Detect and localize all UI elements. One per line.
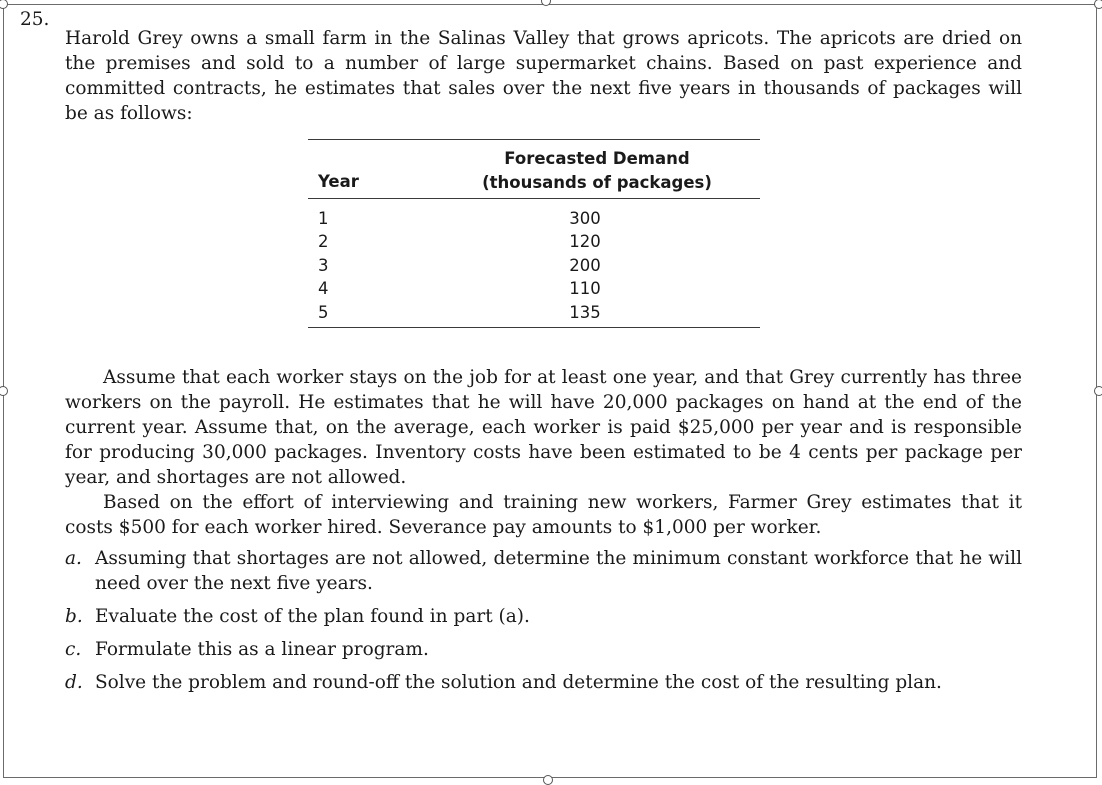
table-bottom-rule xyxy=(308,327,760,328)
question-text: Formulate this as a linear program. xyxy=(95,639,429,660)
table-row xyxy=(308,207,760,230)
table-body xyxy=(308,199,760,327)
table-row xyxy=(308,301,760,324)
question-b xyxy=(65,604,1022,629)
demand-cell: 300 xyxy=(569,209,601,228)
header-demand-line2: (thousands of packages) xyxy=(482,173,712,192)
demand-table xyxy=(308,139,760,328)
resize-handle-top-right[interactable] xyxy=(1094,0,1102,9)
table-row xyxy=(308,277,760,300)
header-demand xyxy=(452,147,742,195)
problem-intro xyxy=(20,7,1022,144)
question-text: Assuming that shortages are not allowed, determine the minimum constant workforce that he will need over the next five years. xyxy=(95,548,1022,594)
year-cell: 1 xyxy=(318,209,329,228)
problem-intro-text: Harold Grey owns a small farm in the Salinas Valley that grows apricots. The apricots are dried on the premises and sold to a number of large supermarket chains. Based on past experience and committed contracts, he estimates that sales over the next five years in thousands of packages will be as follows: xyxy=(65,27,1022,124)
demand-cell: 135 xyxy=(569,302,601,322)
problem-body xyxy=(65,365,1022,703)
resize-handle-bottom-middle[interactable] xyxy=(543,775,553,785)
header-year: Year xyxy=(318,172,359,191)
demand-cell: 120 xyxy=(569,232,601,252)
table-header xyxy=(308,140,760,198)
question-d xyxy=(65,670,1022,695)
paragraph-hiring-costs: Based on the effort of interviewing and training new workers, Farmer Grey estimates that it costs $500 for each worker hired. Severance pay amounts to $1,000 per worker. xyxy=(65,492,1022,538)
demand-cell: 110 xyxy=(569,279,601,299)
header-demand-line1: Forecasted Demand xyxy=(504,149,690,168)
question-label: b. xyxy=(65,606,83,627)
table-row xyxy=(308,230,760,253)
problem-number: 25. xyxy=(20,9,50,30)
year-cell: 2 xyxy=(318,232,329,252)
year-cell: 3 xyxy=(318,255,329,275)
paragraph-assumptions: Assume that each worker stays on the job for at least one year, and that Grey currently has three workers on the payroll. He estimates that he will have 20,000 packages on hand at the end of the current year. Assume that, on the average, each worker is paid $25,000 per year and is responsible for producing 30,000 packages. Inventory costs have been estimated to be 4 cents per package per year, and shortages are not allowed. xyxy=(65,367,1022,488)
question-label: a. xyxy=(65,548,82,569)
question-text: Evaluate the cost of the plan found in part (a). xyxy=(95,606,530,627)
table-row xyxy=(308,254,760,277)
year-cell: 5 xyxy=(318,302,329,322)
demand-cell: 200 xyxy=(569,255,601,275)
question-a xyxy=(65,546,1022,596)
question-text: Solve the problem and round-off the solution and determine the cost of the resulting plan. xyxy=(95,672,942,693)
resize-handle-middle-right[interactable] xyxy=(1094,386,1102,396)
question-c xyxy=(65,637,1022,662)
question-list xyxy=(65,546,1022,695)
question-label: c. xyxy=(65,639,82,660)
question-label: d. xyxy=(65,672,83,693)
year-cell: 4 xyxy=(318,279,329,299)
